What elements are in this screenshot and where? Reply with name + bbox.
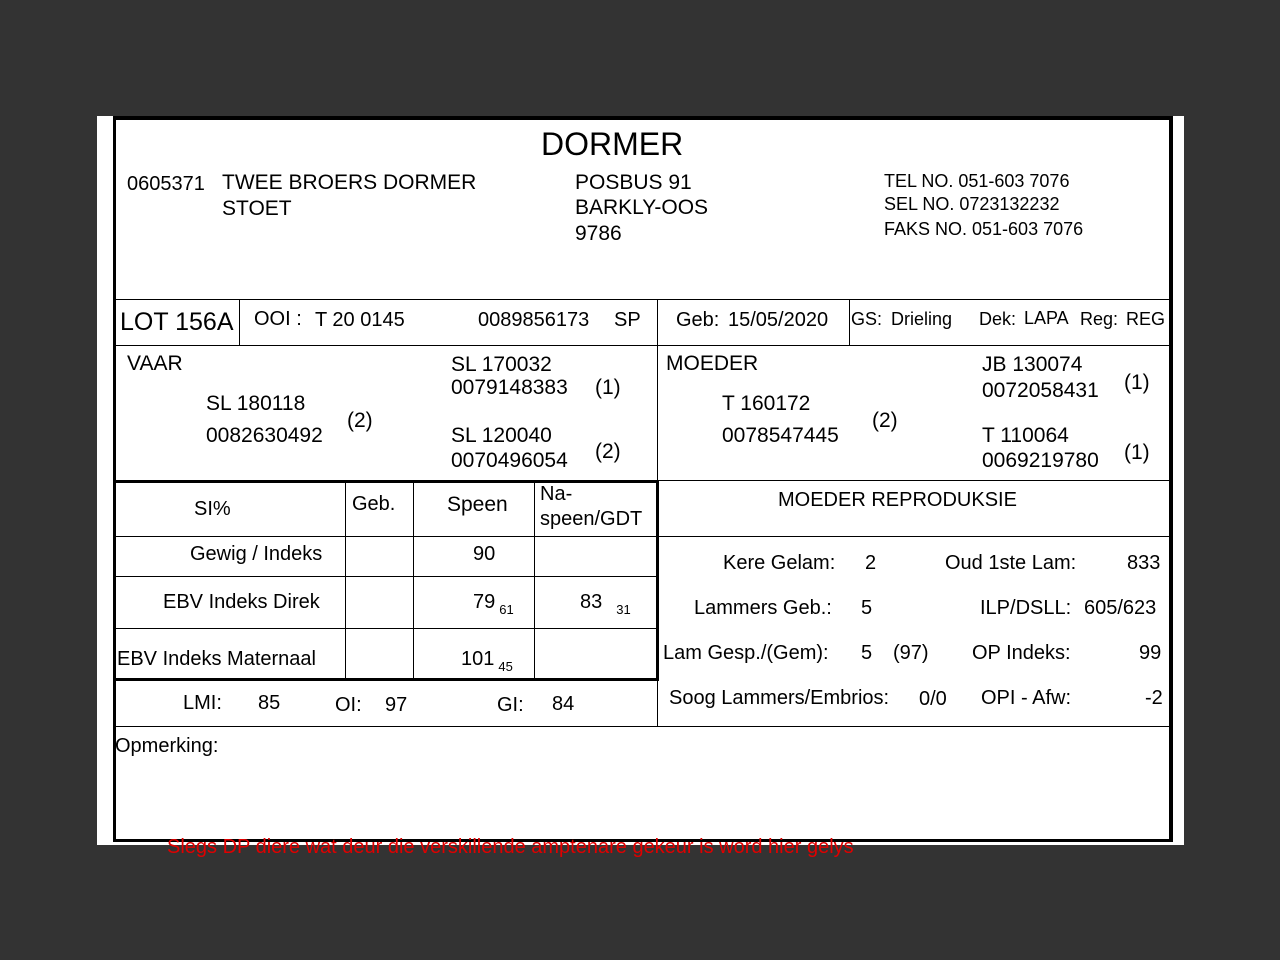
ilp-value: 605/623	[1084, 597, 1157, 619]
moeder-dam-mark: (1)	[1124, 441, 1150, 464]
ooi-label: OOI :	[254, 308, 302, 330]
vaar-sire-mark: (1)	[595, 376, 621, 399]
moeder-label: MOEDER	[666, 352, 759, 375]
geb-header: Geb.	[352, 493, 396, 515]
ooi-id: T 20 0145	[315, 309, 405, 331]
gesp-value: 5	[861, 642, 873, 664]
dek-value: LAPA	[1024, 308, 1069, 328]
lammers-label: Lammers Geb.:	[694, 597, 832, 619]
oi-value: 97	[385, 694, 408, 716]
oud-label: Oud 1ste Lam:	[945, 552, 1077, 574]
row-label-maternaal: EBV Indeks Maternaal	[117, 648, 316, 670]
rule	[113, 299, 1172, 300]
vaar-mark: (2)	[347, 409, 373, 432]
lmi-value: 85	[258, 692, 281, 714]
moeder-sire-number: 0072058431	[982, 379, 1099, 402]
naspeen-header-2: speen/GDT	[540, 508, 643, 530]
vaar-dam-id: SL 120040	[451, 424, 552, 447]
breed-title: DORMER	[541, 126, 684, 162]
rule	[113, 576, 657, 577]
gem-value: (97)	[893, 642, 929, 664]
rule	[413, 483, 414, 679]
birth-date: 15/05/2020	[728, 309, 829, 331]
op-value: 99	[1139, 642, 1162, 664]
oi-label: OI:	[335, 694, 362, 716]
sp-code: SP	[614, 309, 641, 331]
rule	[113, 536, 1172, 537]
moeder-sire-mark: (1)	[1124, 371, 1150, 394]
direk-naspeen: 83 $_{31}$	[580, 591, 631, 617]
row-label-direk: EBV Indeks Direk	[163, 591, 320, 613]
breeder-name-1: TWEE BROERS DORMER	[222, 171, 477, 194]
moeder-sire-id: JB 130074	[982, 353, 1083, 376]
kere-value: 2	[865, 552, 877, 574]
dek-label: Dek:	[979, 309, 1017, 329]
reg-value: REG	[1126, 309, 1166, 329]
moeder-mark: (2)	[872, 409, 898, 432]
rule	[113, 345, 1172, 346]
breeder-number: 0605371	[127, 173, 205, 195]
rule	[657, 299, 658, 345]
opi-value: -2	[1145, 687, 1163, 709]
lot-card	[97, 116, 1184, 858]
sel-number: SEL NO. 0723132232	[884, 194, 1060, 214]
rule	[657, 681, 658, 726]
rule	[657, 480, 1172, 481]
op-label: OP Indeks:	[972, 642, 1071, 664]
naspeen-header-1: Na-	[540, 483, 573, 505]
faks-number: FAKS NO. 051-603 7076	[884, 219, 1084, 239]
opi-label: OPI - Afw:	[981, 687, 1072, 709]
tel-number: TEL NO. 051-603 7076	[884, 171, 1070, 191]
moeder-id: T 160172	[722, 392, 811, 415]
rule	[113, 726, 1172, 727]
soog-label: Soog Lammers/Embrios:	[669, 687, 890, 709]
gs-label: GS:	[851, 309, 883, 329]
rule	[345, 483, 346, 679]
direk-speen-accuracy: 61	[499, 602, 514, 617]
birth-label: Geb:	[676, 309, 720, 331]
gs-value: Drieling	[891, 309, 953, 329]
vaar-sire-id: SL 170032	[451, 353, 552, 376]
vaar-id: SL 180118	[206, 392, 306, 415]
rule	[239, 299, 240, 345]
vaar-number: 0082630492	[206, 424, 323, 447]
opmerking-label: Opmerking:	[115, 735, 219, 757]
speen-header: Speen	[447, 493, 508, 516]
moeder-dam-id: T 110064	[982, 424, 1069, 447]
rule	[113, 678, 659, 681]
moeder-number: 0078547445	[722, 424, 839, 447]
lmi-label: LMI:	[183, 692, 222, 714]
rule	[849, 299, 850, 345]
frame-left	[113, 116, 116, 842]
rule	[657, 345, 658, 481]
row-label-gewig: Gewig / Indeks	[190, 543, 323, 565]
oud-value: 833	[1127, 552, 1161, 574]
lot-number: LOT 156A	[120, 308, 234, 336]
frame-top	[113, 116, 1172, 120]
gi-label: GI:	[497, 694, 524, 716]
moeder-dam-number: 0069219780	[982, 449, 1099, 472]
address-line-2: BARKLY-OOS	[575, 196, 709, 219]
maternaal-speen-accuracy: 45	[498, 659, 513, 674]
rule	[656, 480, 659, 680]
kere-label: Kere Gelam:	[723, 552, 836, 574]
reg-label: Reg:	[1080, 309, 1119, 329]
maternaal-speen: 101 $_{45}$	[461, 648, 513, 674]
vaar-label: VAAR	[127, 352, 183, 375]
gi-value: 84	[552, 693, 575, 715]
breeder-name-2: STOET	[222, 197, 292, 220]
si-header: SI%	[194, 498, 231, 520]
rule	[534, 483, 535, 679]
ilp-label: ILP/DSLL:	[980, 597, 1072, 619]
vaar-dam-mark: (2)	[595, 440, 621, 463]
direk-naspeen-accuracy: 31	[616, 602, 631, 617]
direk-speen: 79 $_{61}$	[473, 591, 514, 617]
vaar-dam-number: 0070496054	[451, 449, 568, 472]
gesp-label: Lam Gesp./(Gem):	[663, 642, 829, 664]
frame-right	[1169, 116, 1173, 842]
vaar-sire-number: 0079148383	[451, 376, 568, 399]
rule	[113, 628, 657, 629]
gewig-speen: 90	[473, 543, 496, 565]
reproduksie-title: MOEDER REPRODUKSIE	[778, 489, 1017, 511]
lammers-value: 5	[861, 597, 873, 619]
postcode: 9786	[575, 222, 622, 245]
rule	[113, 480, 657, 483]
address-line-1: POSBUS 91	[575, 171, 692, 194]
footer-note: Slegs DP diere wat deur die verskillende amptenare gekeur is word hier gelys	[167, 836, 854, 858]
registration-number: 0089856173	[478, 309, 590, 331]
soog-value: 0/0	[919, 688, 947, 710]
